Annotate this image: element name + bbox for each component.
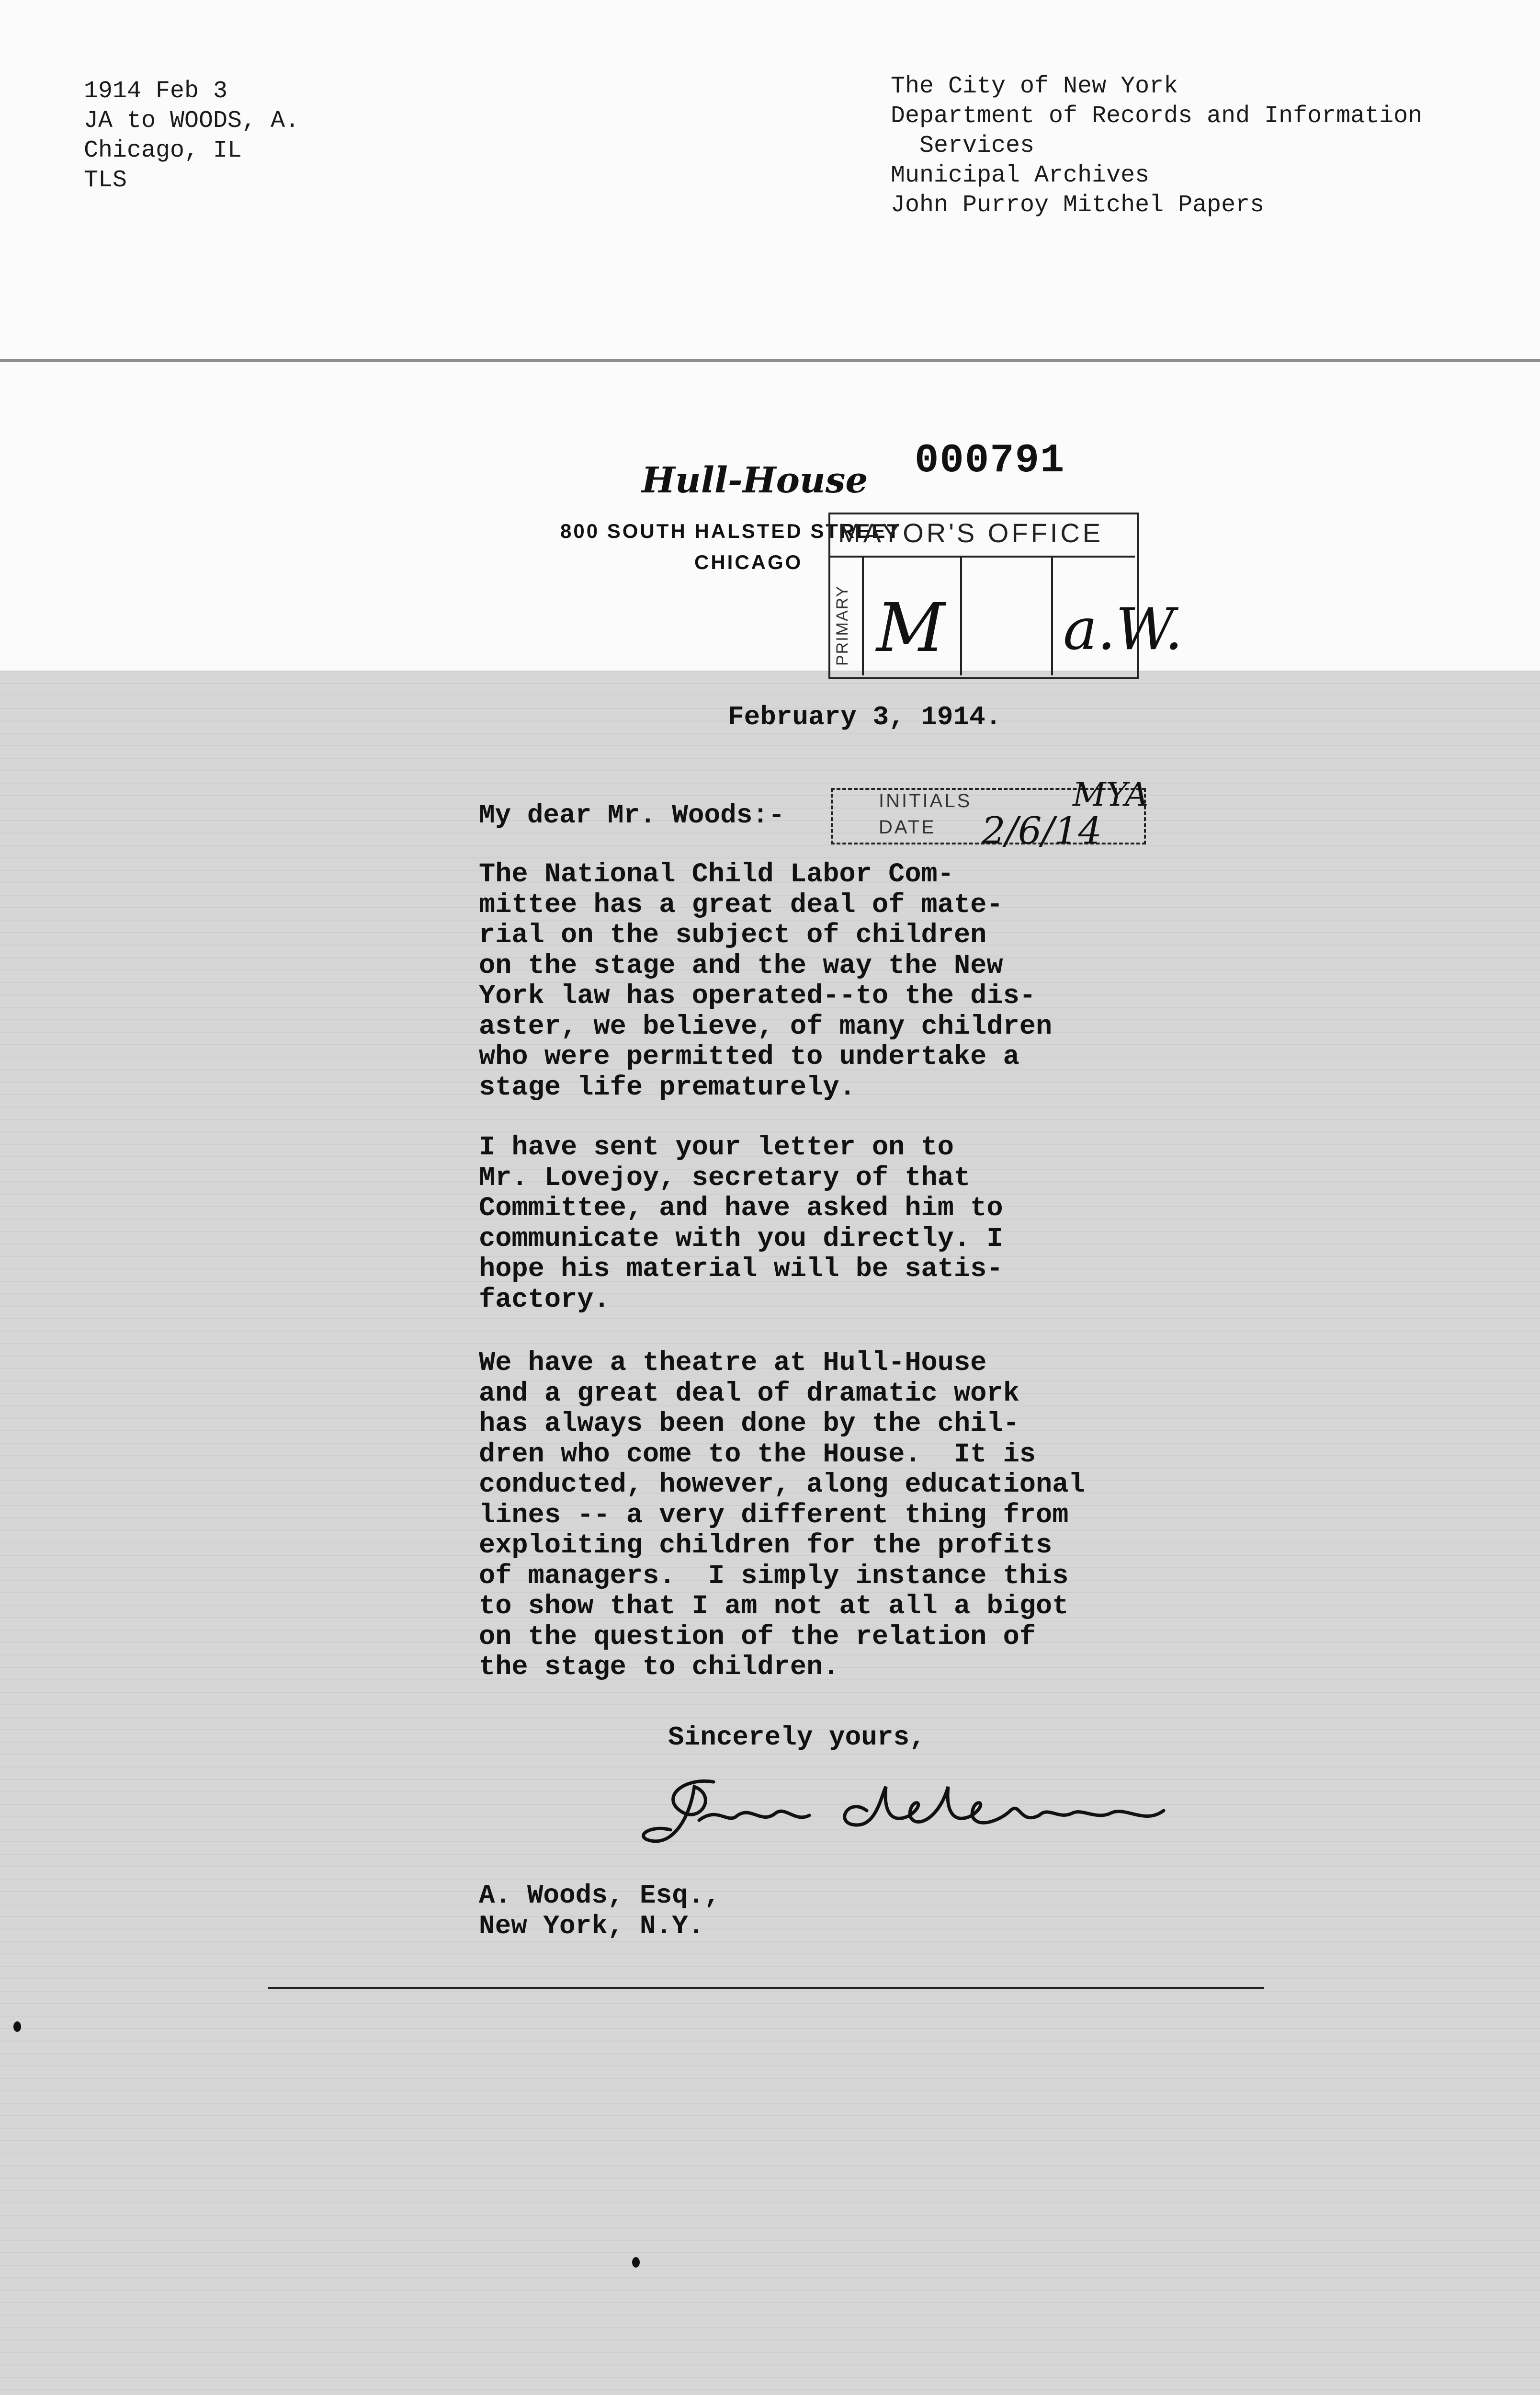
repository-line: Department of Records and Information	[891, 103, 1423, 130]
salutation: My dear Mr. Woods:-	[479, 800, 785, 831]
handwritten-initials-mark: a.W.	[1063, 596, 1183, 663]
recipient-city: New York, N.Y.	[479, 1911, 704, 1941]
text-line: aster, we believe, of many children	[479, 1011, 1053, 1042]
text-line: hope his material will be satis-	[479, 1254, 1003, 1285]
text-line: to show that I am not at all a bigot	[479, 1591, 1069, 1622]
text-line: We have a theatre at Hull-House	[479, 1348, 987, 1379]
text-line: and a great deal of dramatic work	[479, 1378, 1019, 1409]
horizontal-rule	[268, 1987, 1264, 1989]
paragraph-3	[479, 1348, 1085, 1683]
archive-repository	[891, 72, 1422, 220]
stamp-initials-label: INITIALS	[879, 790, 972, 811]
repository-line: John Purroy Mitchel Papers	[891, 192, 1265, 219]
stamp-divider	[828, 556, 1135, 558]
letterhead-city: CHICAGO	[694, 551, 803, 573]
stamp-title: MAYOR'S OFFICE	[838, 518, 1104, 548]
text-line: stage life prematurely.	[479, 1072, 856, 1103]
repository-line: Municipal Archives	[891, 162, 1150, 189]
stamp-primary-label: PRIMARY	[833, 585, 851, 666]
archive-place: Chicago, IL	[84, 137, 242, 164]
text-line: rial on the subject of children	[479, 920, 987, 951]
handwritten-date: 2/6/14	[982, 810, 1102, 853]
stamp-divider	[960, 556, 962, 675]
text-line: has always been done by the chil-	[479, 1409, 1019, 1439]
document-number: 000791	[915, 438, 1065, 484]
paragraph-2	[479, 1133, 1003, 1315]
text-line: on the stage and the way the New	[479, 950, 1003, 981]
text-line: communicate with you directly. I	[479, 1223, 1003, 1255]
paragraph-1	[479, 860, 1052, 1103]
sheet-edge	[0, 359, 1540, 362]
closing: Sincerely yours,	[668, 1722, 926, 1753]
recipient-name: A. Woods, Esq.,	[479, 1880, 721, 1911]
handwritten-initials: MYA	[1073, 776, 1149, 814]
text-line: dren who come to the House. It is	[479, 1439, 1036, 1470]
text-line: conducted, however, along educational	[479, 1470, 1085, 1500]
handwritten-mark: M	[876, 589, 945, 667]
text-line: on the question of the relation of	[479, 1621, 1036, 1653]
letter-date: February 3, 1914.	[728, 702, 1002, 732]
archive-citation	[84, 77, 299, 195]
text-line: mittee has a great deal of mate-	[479, 890, 1003, 921]
text-line: Committee, and have asked him to	[479, 1193, 1003, 1224]
text-line: factory.	[479, 1284, 610, 1315]
ink-speck	[13, 2021, 21, 2032]
signature	[642, 1768, 1197, 1863]
text-line: of managers. I simply instance this	[479, 1561, 1069, 1592]
ink-speck	[632, 2257, 640, 2268]
letterhead-address: 800 SOUTH HALSTED STREET	[560, 520, 902, 542]
archive-type: TLS	[84, 167, 127, 194]
archive-date: 1914 Feb 3	[84, 78, 228, 105]
text-line: I have sent your letter on to	[479, 1132, 954, 1163]
text-line: York law has operated--to the dis-	[479, 981, 1036, 1012]
stamp-divider	[862, 556, 864, 675]
stamp-divider	[1051, 556, 1053, 675]
repository-line: The City of New York	[891, 73, 1178, 100]
letterhead-name: Hull-House	[642, 460, 868, 501]
text-line: The National Child Labor Com-	[479, 859, 954, 890]
text-line: exploiting children for the profits	[479, 1530, 1053, 1561]
archive-correspondents: JA to WOODS, A.	[84, 107, 300, 135]
text-line: who were permitted to undertake a	[479, 1042, 1019, 1072]
recipient-address	[479, 1880, 720, 1941]
text-line: Mr. Lovejoy, secretary of that	[479, 1163, 971, 1194]
text-line: the stage to children.	[479, 1652, 839, 1683]
stamp-date-label: DATE	[879, 817, 936, 838]
repository-line: Services	[891, 132, 1035, 160]
text-line: lines -- a very different thing from	[479, 1500, 1069, 1531]
